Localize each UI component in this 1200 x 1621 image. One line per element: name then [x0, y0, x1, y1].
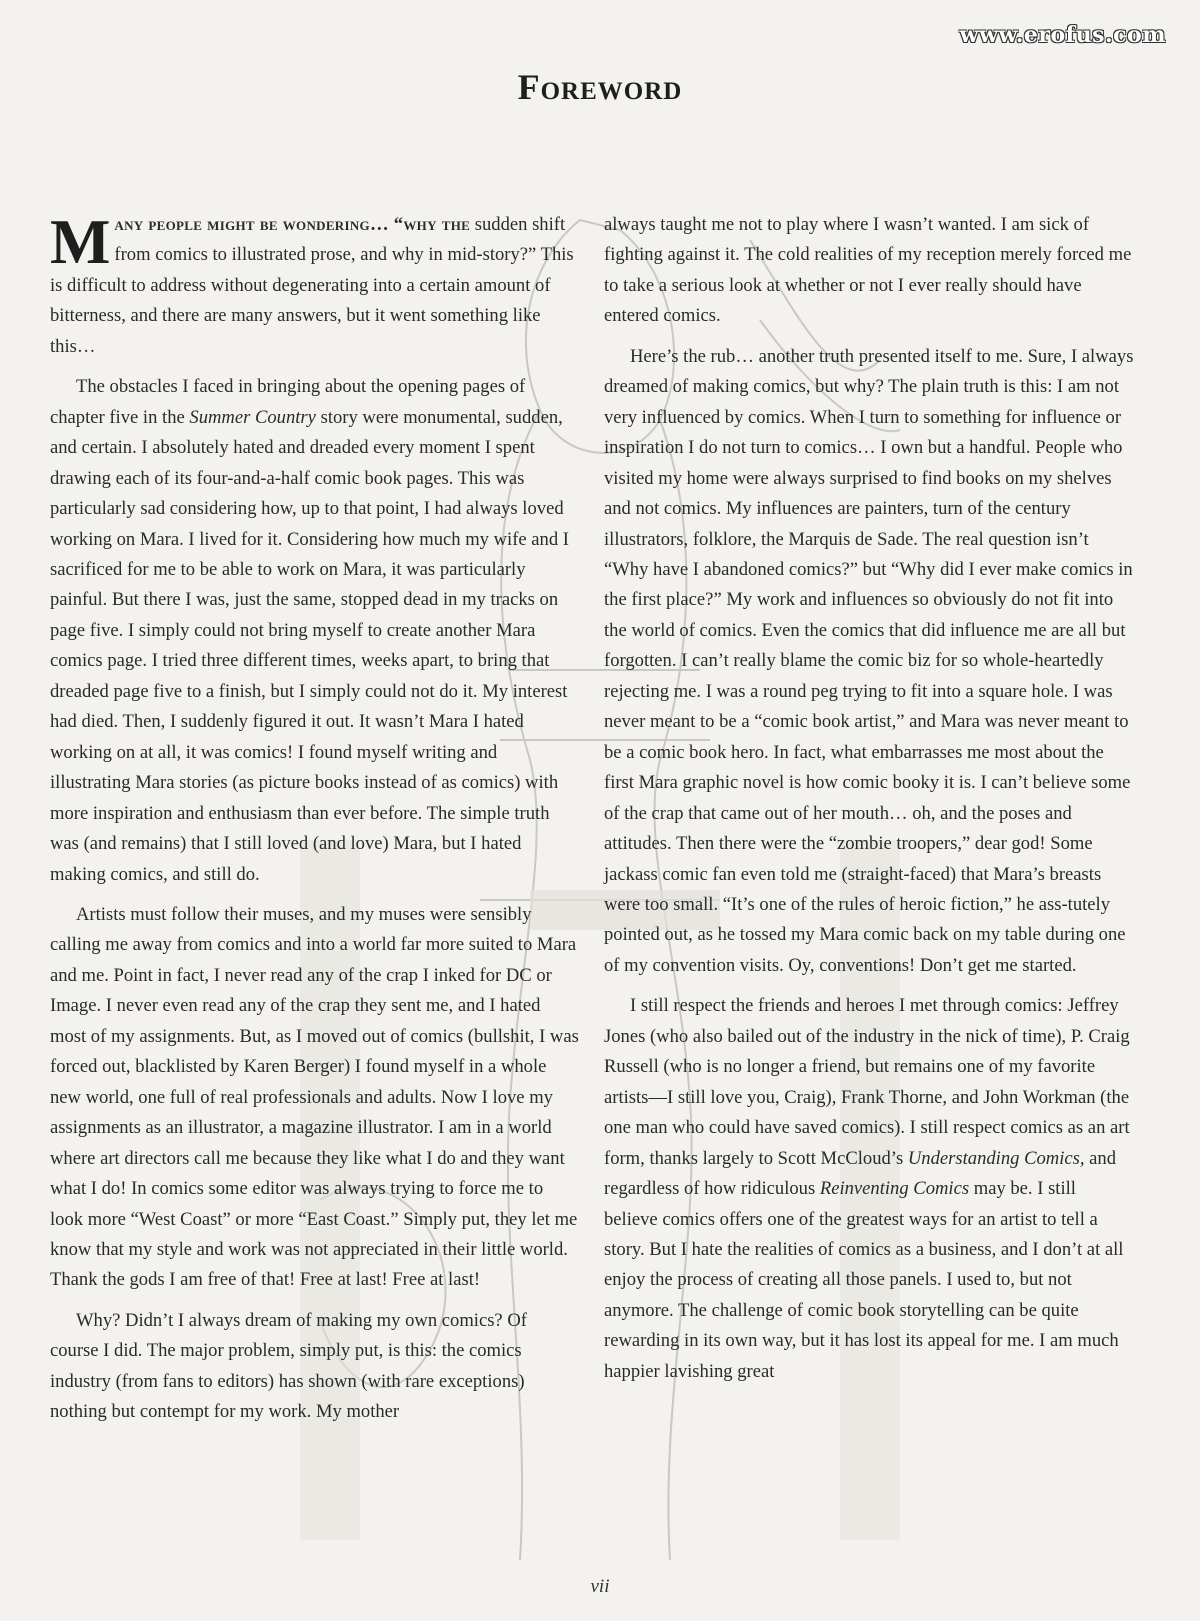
- paragraph: [50, 206, 580, 362]
- paragraph-text: The obstacles I faced in bringing about the opening pages of chapter five in the: [50, 376, 526, 428]
- book-title: Understanding Comics,: [907, 1147, 1085, 1169]
- paragraph: always taught me not to play where I wasn’t wanted. I am sick of fighting against it. The cold realities of my reception merely forced me to take a serious look at whether or not I ever really should have entered comics.: [604, 214, 1132, 327]
- paragraph-text: I still respect the friends and heroes I met through comics: Jeffrey Jones (who also bailed out of the industry in the nick of time), P. Craig Russell (who is no longer a friend, but remains one of my favorite artists—I still love you, Craig), Frank Thorne, and John Workman (the one man who could have saved comics). I still respect comics as an art form, thanks largely to Scott McCloud’s: [604, 995, 1130, 1169]
- paragraph-text: may be. I still believe comics offers one of the greatest ways for an artist to tell a story. But I hate the realities of comics as a business, and I don’t at all enjoy the process of creating all those panels. I used to, but not anymore. The challenge of comic book storytelling can be quite rewarding in its own way, but it has lost its appeal for me. I am much happier lavishing great: [604, 1178, 1124, 1382]
- page-title-text: Foreword: [517, 67, 683, 107]
- paragraph-text: story were monumental, sudden, and certain. I absolutely hated and dreaded every moment I spent drawing each of its four-and-a-half comic book pages. This was particularly sad considering how, up to that point, I had always loved working on Mara. I lived for it. Considering how much my wife and I sacrificed for me to be able to work on Mara, it was particularly painful. But there I was, just the same, stopped dead in my tracks on page five. I simply could not bring myself to create another Mara comics page. I tried three different times, weeks apart, to bring that dreaded page five to a finish, but I simply could not do it. My interest had died. Then, I suddenly figured it out. It wasn’t Mara I hated working on at all, it was comics! I found myself writing and illustrating Mara stories (as picture books instead of as comics) with more inspiration and enthusiasm than ever before. The simple truth was (and remains) that I still loved (and love) Mara, but I hated making comics, and still do.: [50, 406, 569, 885]
- paragraph: Why? Didn’t I always dream of making my own comics? Of course I did. The major problem, simply put, is this: the comics industry (from fans to editors) has shown (with rare exceptions) nothing but contempt for my work. My mother: [50, 1309, 527, 1423]
- watermark: www.erofus.com: [959, 22, 1166, 48]
- page-number: vii: [590, 1576, 610, 1597]
- paragraph-text: sudden shift from comics to illustrated prose, and why in mid-story?” This is difficult to address without degenerating into a certain amount of bitterness, and there are many answers, but it went something like this…: [50, 214, 574, 357]
- book-title: Reinventing Comics: [819, 1178, 970, 1200]
- page-title: [0, 66, 1200, 108]
- paragraph: [604, 991, 1134, 1387]
- paragraph: Here’s the rub… another truth presented itself to me. Sure, I always dreamed of making comics, but why? The plain truth is this: I am not very influenced by comics. When I turn to something for influence or inspiration I do not turn to comics… I own but a handful. People who visited my home were always surprised to find books on my shelves and not comics. My influences are painters, turn of the century illustrators, folklore, the Marquis de Sade. The real question isn’t “Why have I abandoned comics?” but “Why did I ever make comics in the first place?” My work and influences so obviously do not fit into the world of comics. Even the comics that did influence me are all but forgotten. I can’t really blame the comic biz for so whole-heartedly rejecting me. I was a round peg trying to fit into a square hole. I was never meant to be a “comic book artist,” and Mara was never meant to be a comic book hero. In fact, what embarrasses me most about the first Mara graphic novel is how comic booky it is. I can’t believe some of the crap that came out of her mouth… oh, and the poses and attitudes. Then there were the “zombie troopers,” dear god! Some jackass comic fan even told me (straight-faced) that Mara’s breasts were too small. “It’s one of the rules of heroic fiction,” he ass-tutely pointed out, as he tossed my Mara comic back on my table during one of my convention visits. Oy, conventions! Don’t get me started.: [604, 345, 1134, 976]
- left-column: [50, 206, 580, 1438]
- lead-in: any people might be wondering… “why the: [114, 214, 471, 235]
- paragraph: Artists must follow their muses, and my muses were sensibly calling me away from comics and into a world far more suited to Mara and me. Point in fact, I never read any of the crap I inked for DC or Image. I never even read any of the crap they sent me, and I hated most of my assignments. But, as I moved out of comics (bullshit, I was forced out, blacklisted by Karen Berger) I found myself in a whole new world, one full of real professionals and adults. Now I love my assignments as an illustrator, a magazine illustrator. I am in a world where art directors call me because they like what I do and they want what I do! In comics some editor was always trying to force me to look more “West Coast” or more “East Coast.” Simply put, they let me know that my style and work was not appreciated in their little world. Thank the gods I am free of that! Free at last! Free at last!: [50, 903, 579, 1291]
- book-title: Summer Country: [189, 406, 316, 428]
- right-column: [604, 210, 1134, 1397]
- paragraph-text: and regardless of how ridiculous: [604, 1147, 1116, 1200]
- paragraph: [50, 372, 580, 890]
- drop-cap: M: [50, 206, 111, 277]
